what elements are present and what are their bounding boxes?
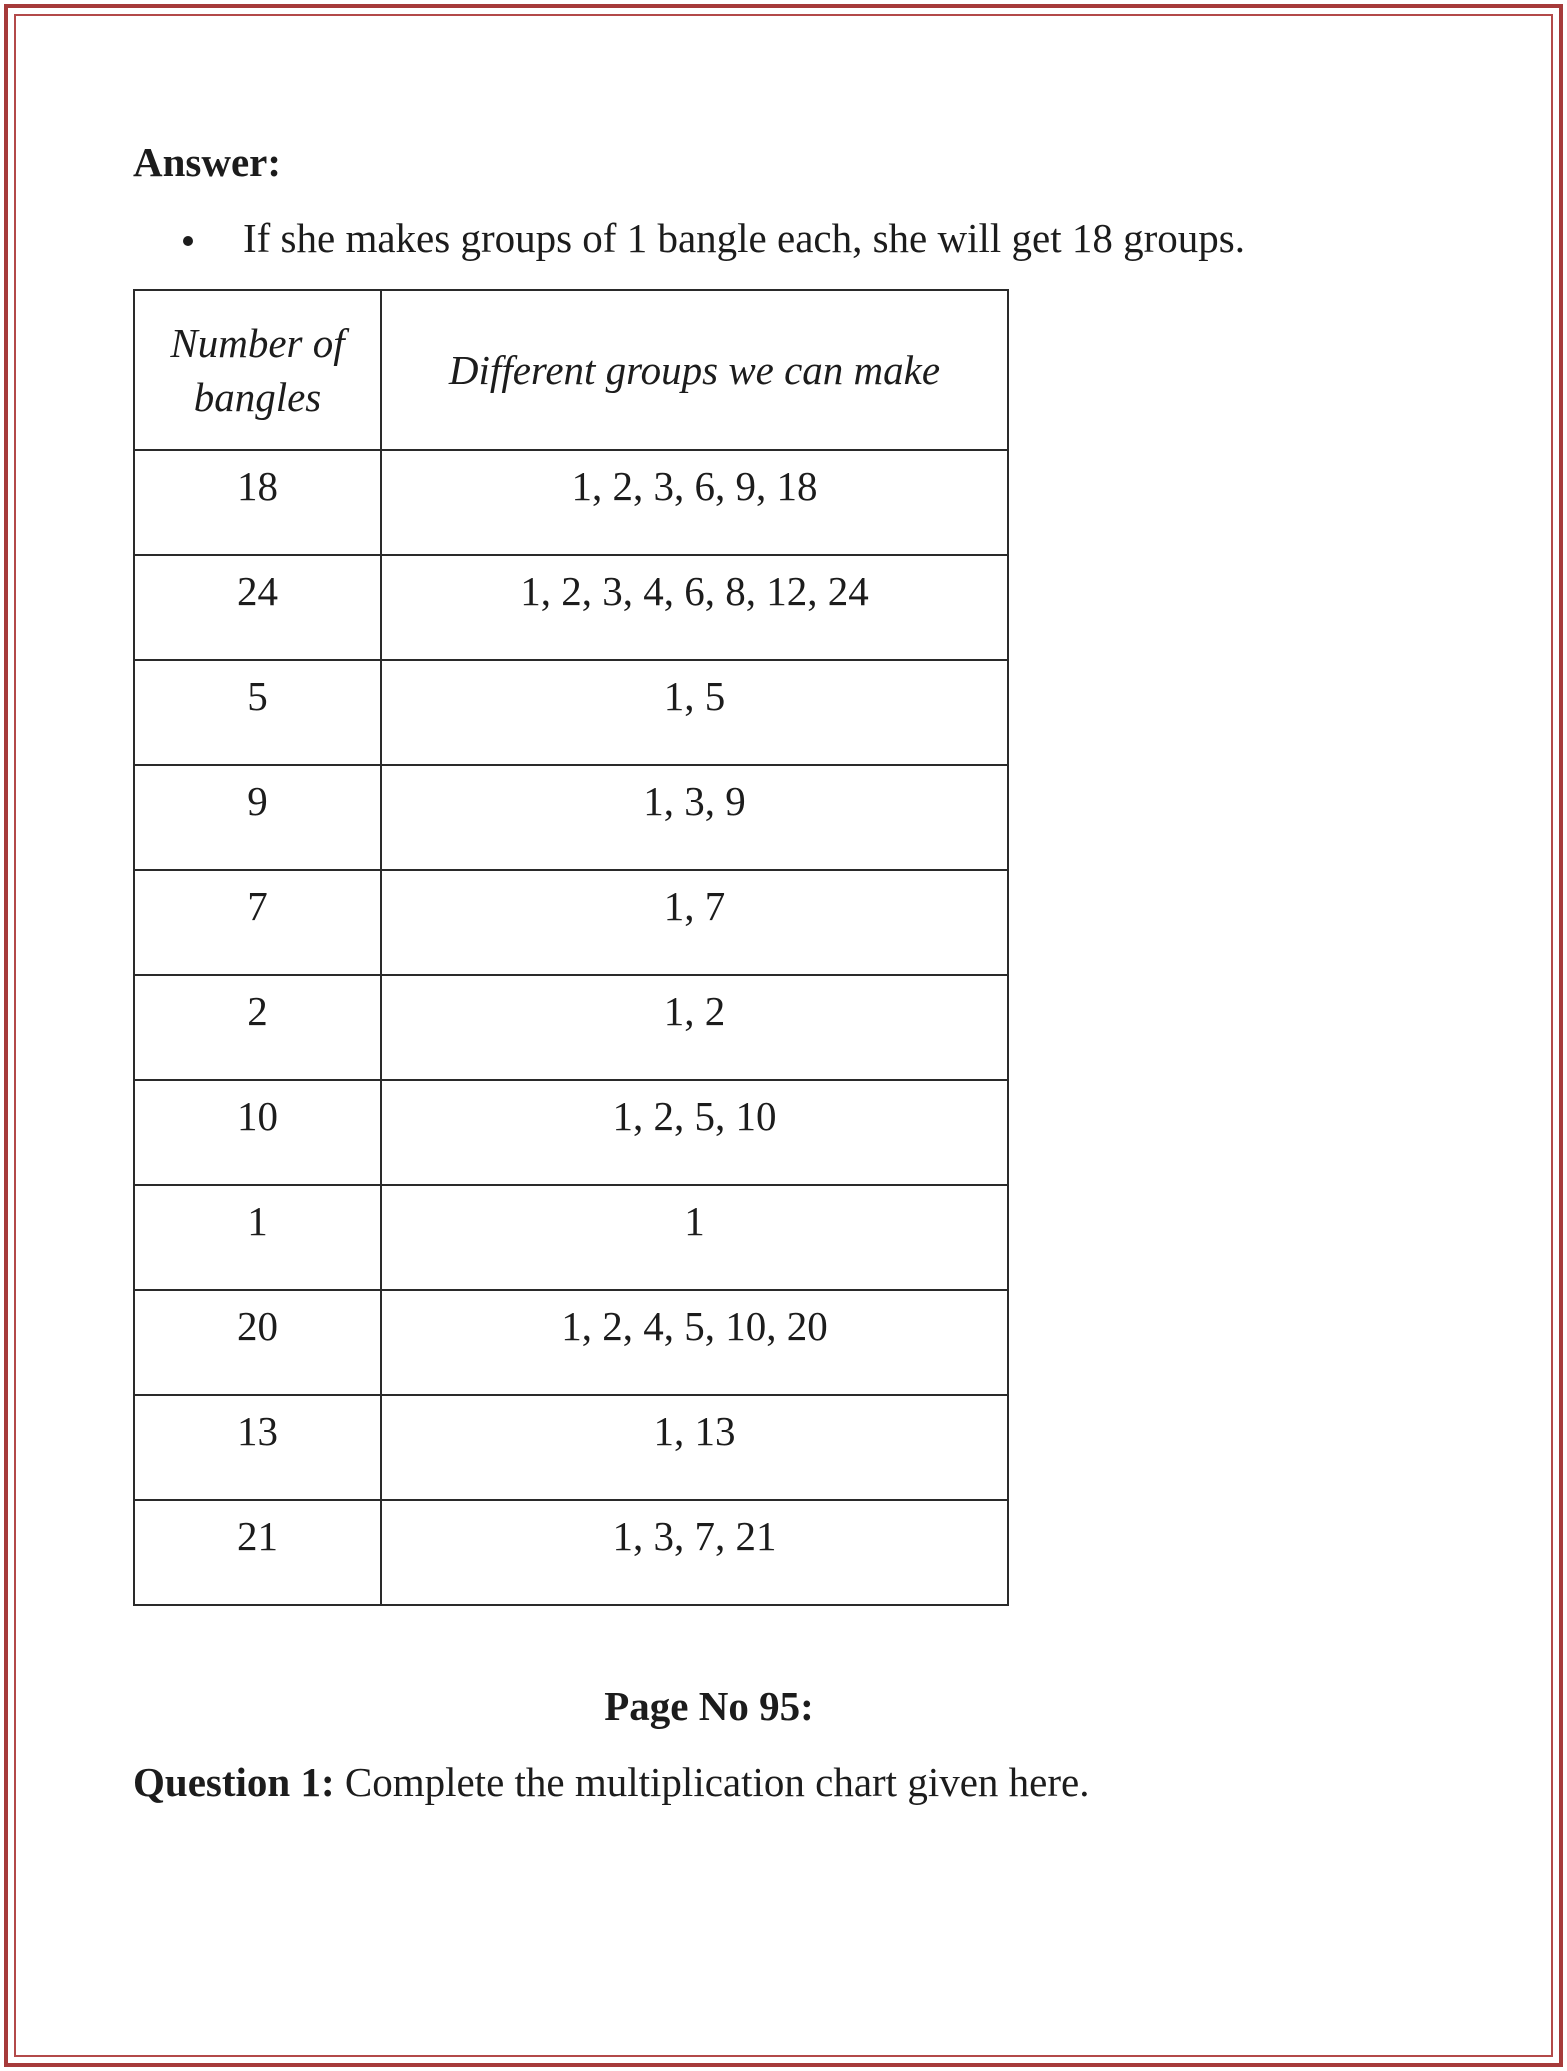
cell-number-of-bangles: 20 bbox=[134, 1290, 381, 1395]
table-row bbox=[134, 555, 1008, 660]
cell-number-of-bangles: 21 bbox=[134, 1500, 381, 1605]
cell-groups: 1, 5 bbox=[381, 660, 1008, 765]
cell-number-of-bangles: 5 bbox=[134, 660, 381, 765]
cell-groups: 1, 13 bbox=[381, 1395, 1008, 1500]
question-text: Complete the multiplication chart given here. bbox=[344, 1759, 1090, 1805]
cell-groups: 1, 3, 9 bbox=[381, 765, 1008, 870]
table-header-row bbox=[134, 290, 1008, 450]
bullet-text: If she makes groups of 1 bangle each, she will get 18 groups. bbox=[243, 215, 1245, 261]
answer-heading: Answer: bbox=[133, 139, 282, 185]
table-row bbox=[134, 1185, 1008, 1290]
header-different-groups: Different groups we can make bbox=[381, 290, 1008, 450]
cell-groups: 1, 2 bbox=[381, 975, 1008, 1080]
question-1 bbox=[133, 1758, 1089, 1806]
cell-number-of-bangles: 2 bbox=[134, 975, 381, 1080]
cell-groups: 1 bbox=[381, 1185, 1008, 1290]
bullet-dot-icon bbox=[183, 236, 193, 246]
header-number-of-bangles: Number of bangles bbox=[134, 290, 381, 450]
cell-number-of-bangles: 10 bbox=[134, 1080, 381, 1185]
table-row bbox=[134, 660, 1008, 765]
bangles-groups-table bbox=[133, 289, 1009, 1606]
cell-groups: 1, 2, 3, 6, 9, 18 bbox=[381, 450, 1008, 555]
bullet-item bbox=[183, 214, 1245, 262]
cell-number-of-bangles: 24 bbox=[134, 555, 381, 660]
cell-groups: 1, 3, 7, 21 bbox=[381, 1500, 1008, 1605]
table-row bbox=[134, 1395, 1008, 1500]
table-row bbox=[134, 1500, 1008, 1605]
cell-groups: 1, 7 bbox=[381, 870, 1008, 975]
page-number-heading: Page No 95: bbox=[604, 1683, 814, 1729]
table-row bbox=[134, 1290, 1008, 1395]
cell-number-of-bangles: 18 bbox=[134, 450, 381, 555]
cell-number-of-bangles: 7 bbox=[134, 870, 381, 975]
cell-number-of-bangles: 1 bbox=[134, 1185, 381, 1290]
cell-groups: 1, 2, 4, 5, 10, 20 bbox=[381, 1290, 1008, 1395]
table-row bbox=[134, 975, 1008, 1080]
cell-number-of-bangles: 9 bbox=[134, 765, 381, 870]
table-row bbox=[134, 450, 1008, 555]
table-row bbox=[134, 870, 1008, 975]
question-label: Question 1: bbox=[133, 1759, 335, 1805]
table-row bbox=[134, 765, 1008, 870]
table-body bbox=[134, 450, 1008, 1605]
cell-number-of-bangles: 13 bbox=[134, 1395, 381, 1500]
table-row bbox=[134, 1080, 1008, 1185]
cell-groups: 1, 2, 5, 10 bbox=[381, 1080, 1008, 1185]
cell-groups: 1, 2, 3, 4, 6, 8, 12, 24 bbox=[381, 555, 1008, 660]
